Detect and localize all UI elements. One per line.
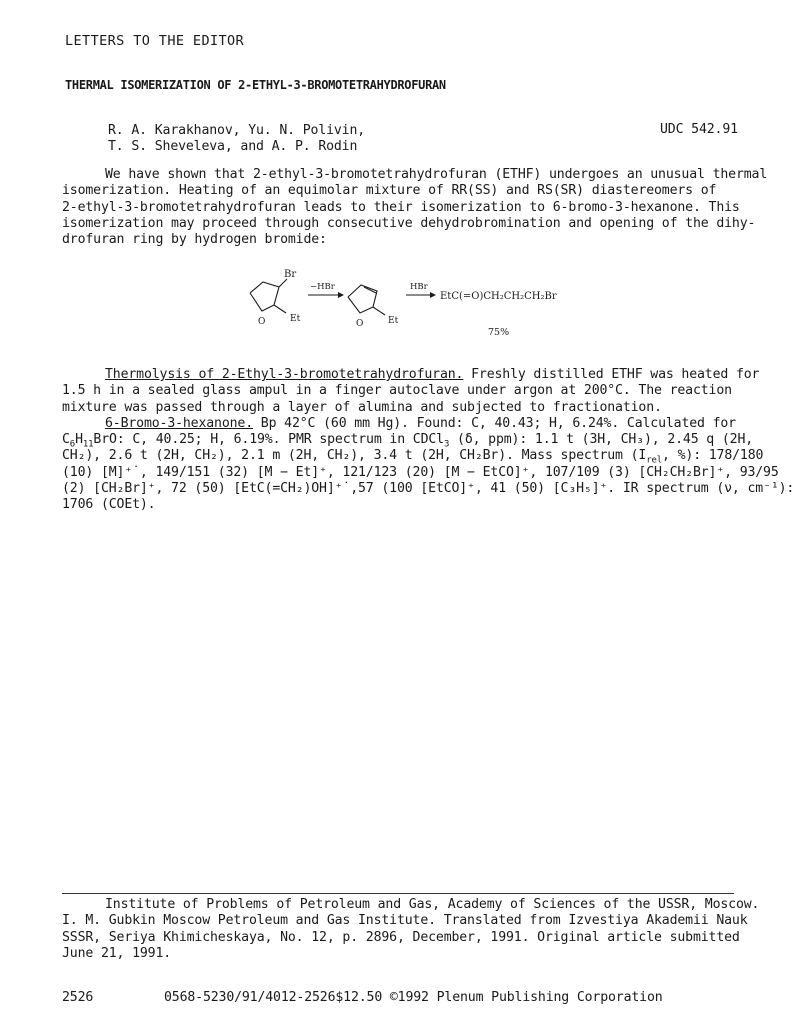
reaction-arrow-2 [406,292,436,298]
experimental-text: CH₂), 2.6 t (2H, CH₂), 2.1 m (2H, CH₂), 3.4 t (2H, CH₂Br). Mass spectrum (I [62,448,647,464]
authors-line-2: T. S. Sheveleva, and A. P. Rodin [108,139,358,155]
dihydrofuran-structure [348,285,385,315]
yield-label: 75% [488,327,510,338]
experimental-line: 1706 (COEt). [62,497,156,513]
experimental-text: , %): 178/180 [662,448,764,464]
formula-subscript: 6 [69,439,76,450]
thermolysis-heading: Thermolysis of 2-Ethyl-3-bromotetrahydrofuran. [105,367,464,382]
abstract-line: 2-ethyl-3-bromotetrahydrofuran leads to their isomerization to 6-bromo-3-hexanone. This [62,199,740,215]
experimental-line [62,367,760,383]
arrow-2-label: HBr [410,282,428,292]
reaction-scheme [240,265,570,345]
ethyl-label: Et [290,314,301,324]
formula-subscript: 11 [82,439,94,450]
bromohexanone-heading: 6-Bromo-3-hexanone. [105,415,254,431]
experimental-text: Freshly distilled ETHF was heated for [463,367,760,382]
udc-code: UDC 542.91 [660,122,738,137]
reaction-arrow-1 [308,292,344,298]
footnote-line: I. M. Gubkin Moscow Petroleum and Gas Institute. Translated from Izvestiya Akademii Nauk [62,913,748,929]
abstract-line: isomerization may proceed through consecutive dehydrobromination and opening of the dihy- [62,215,756,231]
formula-text: H [75,432,83,448]
experimental-line [62,416,742,432]
arrow-1-label: −HBr [310,282,335,292]
formula-subscript: rel [646,456,663,467]
article-title: THERMAL ISOMERIZATION OF 2-ETHYL-3-BROMOTETRAHYDROFURAN [65,78,446,92]
formula-subscript: 3 [443,439,450,450]
section-heading: LETTERS TO THE EDITOR [65,33,245,49]
abstract-line: drofuran ring by hydrogen bromide: [62,232,327,248]
footnote [62,897,760,962]
footnote-line: June 21, 1991. [62,945,172,961]
abstract-paragraph [62,167,768,248]
experimental-text: BrO: C, 40.25; H, 6.19%. PMR spectrum in CDCl [93,432,444,448]
bromine-label: Br [284,269,297,280]
experimental-line [62,432,754,450]
experimental-line: 1.5 h in a sealed glass ampul in a finger autoclave under argon at 200°C. The reaction [62,383,732,399]
footnote-line: Institute of Problems of Petroleum and Gas, Academy of Sciences of the USSR, Moscow. [105,897,760,912]
experimental-text: Bp 42°C (60 mm Hg). Found: C, 40.43; H, 6.24%. Calculated for [253,415,736,431]
oxygen-label: O [356,319,364,329]
abstract-line: isomerization. Heating of an equimolar mixture of RR(SS) and RS(SR) diastereomers of [62,183,717,199]
bromotetrahydrofuran-structure [250,279,287,313]
experimental-line: (2) [CH₂Br]⁺, 72 (50) [EtC(=CH₂)OH]⁺˙,57 (100 [EtCO]⁺, 41 (50) [C₃H₅]⁺. IR spectrum (ν, cm⁻¹): [62,481,795,497]
experimental-text: (δ, ppm): 1.1 t (3H, CH₃), 2.45 q (2H, [449,432,754,448]
oxygen-label: O [258,317,266,327]
abstract-line: We have shown that 2-ethyl-3-bromotetrahydrofuran (ETHF) undergoes an unusual thermal [105,167,768,182]
formula-text: C [62,432,70,448]
ethyl-label: Et [388,316,399,326]
authors-line-1: R. A. Karakhanov, Yu. N. Polivin, [108,123,366,138]
experimental-section [62,367,795,514]
footnote-line: SSSR, Seriya Khimicheskaya, No. 12, p. 2896, December, 1991. Original article submitted [62,929,740,945]
footnote-divider [62,893,734,894]
experimental-line: (10) [M]⁺˙, 149/151 (32) [M − Et]⁺, 121/123 (20) [M − EtCO]⁺, 107/109 (3) [CH₂CH₂Br]⁺, 93/95 [62,464,779,480]
copyright-line: 0568-5230/91/4012-2526$12.50 ©1992 Plenum Publishing Corporation [164,990,663,1005]
product-formula: EtC(=O)CH₂CH₂CH₂Br [440,291,557,302]
experimental-line [62,448,764,467]
page-number: 2526 [62,990,94,1005]
author-list [108,122,365,155]
experimental-line: mixture was passed through a layer of alumina and subjected to fractionation. [62,399,662,415]
